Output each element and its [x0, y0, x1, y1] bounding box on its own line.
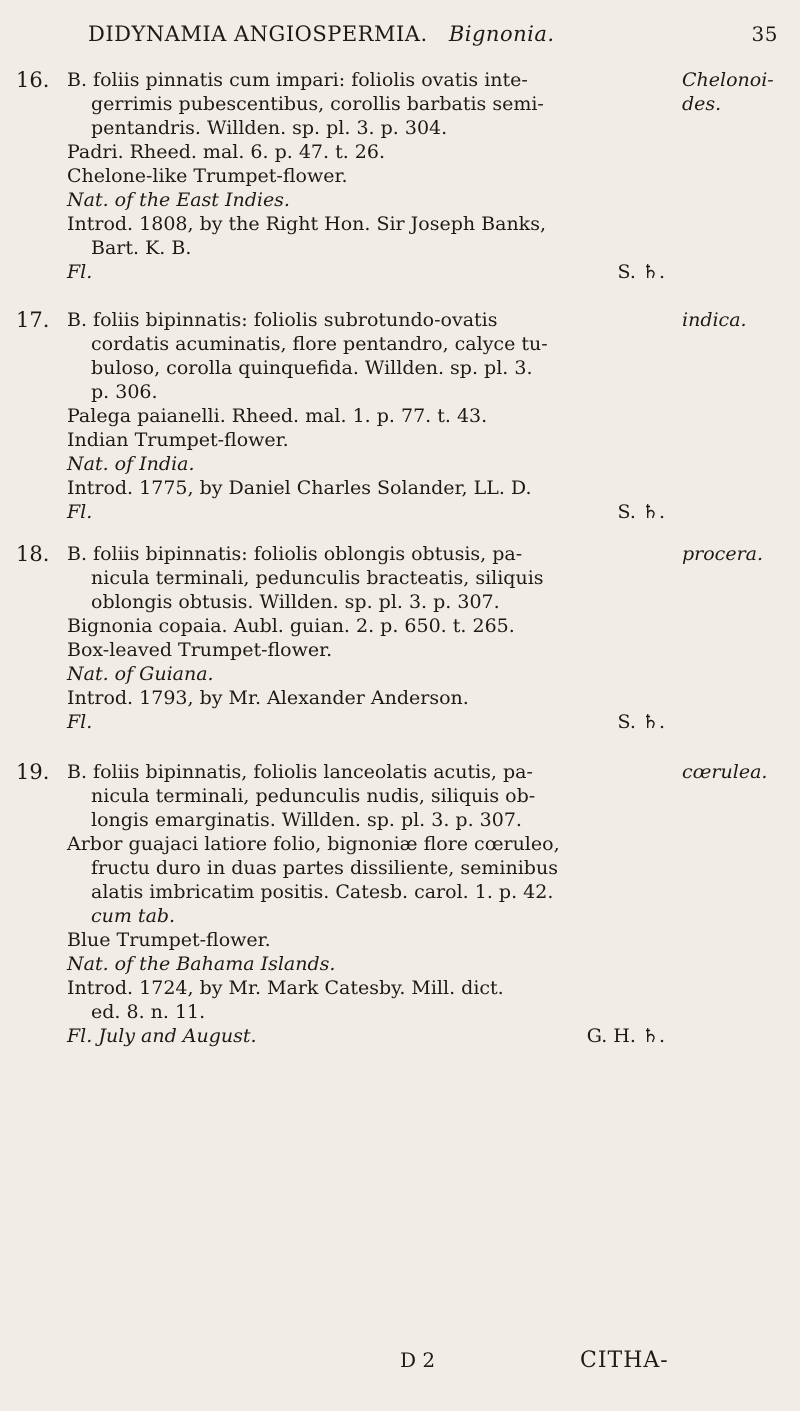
entry-line: buloso, corolla quinquefida. Willden. sp. pl. 3. [91, 357, 533, 379]
entry-line: B. foliis bipinnatis: foliolis subrotundo-ovatis [67, 309, 498, 331]
entry-line: Bart. K. B. [91, 237, 192, 259]
habit-mark: G. H. ♄. [586, 1025, 665, 1047]
entry-line: gerrimis pubescentibus, corollis barbatis semi- [91, 93, 544, 115]
habit-mark: S. ♄. [617, 261, 665, 283]
entry-line: fructu duro in duas partes dissiliente, seminibus [91, 857, 558, 879]
entry-line: Padri. Rheed. mal. 6. p. 47. t. 26. [67, 141, 386, 163]
entry-line: Bignonia copaia. Aubl. guian. 2. p. 650. t. 265. [67, 615, 515, 637]
entry-line: cum tab. [91, 905, 176, 927]
entry-line: ed. 8. n. 11. [91, 1001, 206, 1023]
entry-line: Arbor guajaci latiore folio, bignoniæ flore cœruleo, [67, 833, 560, 855]
running-header [88, 22, 778, 46]
entry-line: Introd. 1775, by Daniel Charles Solander, LL. D. [67, 477, 532, 499]
species-epithet: Chelonoi- des. [682, 69, 774, 115]
entry-text [67, 308, 665, 524]
entry-line: Indian Trumpet-flower. [67, 429, 289, 451]
entry-number: 19. [16, 760, 50, 784]
signature-mark: D 2 [400, 1348, 436, 1372]
entry-number: 16. [16, 68, 50, 92]
entry-line: Blue Trumpet-flower. [67, 929, 271, 951]
entry-line: oblongis obtusis. Willden. sp. pl. 3. p. 307. [91, 591, 500, 613]
catchword: CITHA- [580, 1348, 669, 1373]
flowering-time: Fl. [67, 261, 93, 283]
entry-line: Nat. of the Bahama Islands. [67, 953, 336, 975]
entry-line: Nat. of the East Indies. [67, 189, 290, 211]
entry-line: Box-leaved Trumpet-flower. [67, 639, 333, 661]
entry-line: B. foliis pinnatis cum impari: foliolis ovatis inte- [67, 69, 528, 91]
entry-line: Introd. 1724, by Mr. Mark Catesby. Mill. dict. [67, 977, 504, 999]
entry-line: p. 306. [91, 381, 158, 403]
entry-line: B. foliis bipinnatis, foliolis lanceolatis acutis, pa- [67, 761, 533, 783]
entry-line: nicula terminali, pedunculis bracteatis, siliquis [91, 567, 544, 589]
header-title: DIDYNAMIA ANGIOSPERMIA. [88, 22, 428, 46]
header-genus: Bignonia. [448, 22, 555, 46]
flowering-time: Fl. [67, 711, 93, 733]
entry-line: Nat. of India. [67, 453, 195, 475]
flowering-time: Fl. [67, 501, 93, 523]
page-number: 35 [751, 22, 778, 46]
entry-line: longis emarginatis. Willden. sp. pl. 3. p. 307. [91, 809, 522, 831]
entry-line: pentandris. Willden. sp. pl. 3. p. 304. [91, 117, 448, 139]
entry-line: Nat. of Guiana. [67, 663, 214, 685]
species-epithet: indica. [682, 309, 747, 331]
entry-line: Introd. 1793, by Mr. Alexander Anderson. [67, 687, 469, 709]
entry-line: alatis imbricatim positis. Catesb. carol. 1. p. 42. [91, 881, 554, 903]
entry-number: 17. [16, 308, 50, 332]
flowering-time: Fl. July and August. [67, 1025, 257, 1047]
habit-mark: S. ♄. [617, 711, 665, 733]
entry-number: 18. [16, 542, 50, 566]
entry-text [67, 542, 665, 734]
entry-line: Introd. 1808, by the Right Hon. Sir Joseph Banks, [67, 213, 546, 235]
entry-line: B. foliis bipinnatis: foliolis oblongis obtusis, pa- [67, 543, 523, 565]
species-epithet: procera. [682, 543, 764, 565]
entry-line: Palega paianelli. Rheed. mal. 1. p. 77. t. 43. [67, 405, 488, 427]
entry-line: nicula terminali, pedunculis nudis, siliquis ob- [91, 785, 536, 807]
entry-text [67, 68, 665, 284]
entry-line: Chelone-like Trumpet-flower. [67, 165, 348, 187]
entry-line: cordatis acuminatis, flore pentandro, calyce tu- [91, 333, 548, 355]
species-epithet: cœrulea. [682, 761, 768, 783]
entry-text [67, 760, 665, 1048]
habit-mark: S. ♄. [617, 501, 665, 523]
